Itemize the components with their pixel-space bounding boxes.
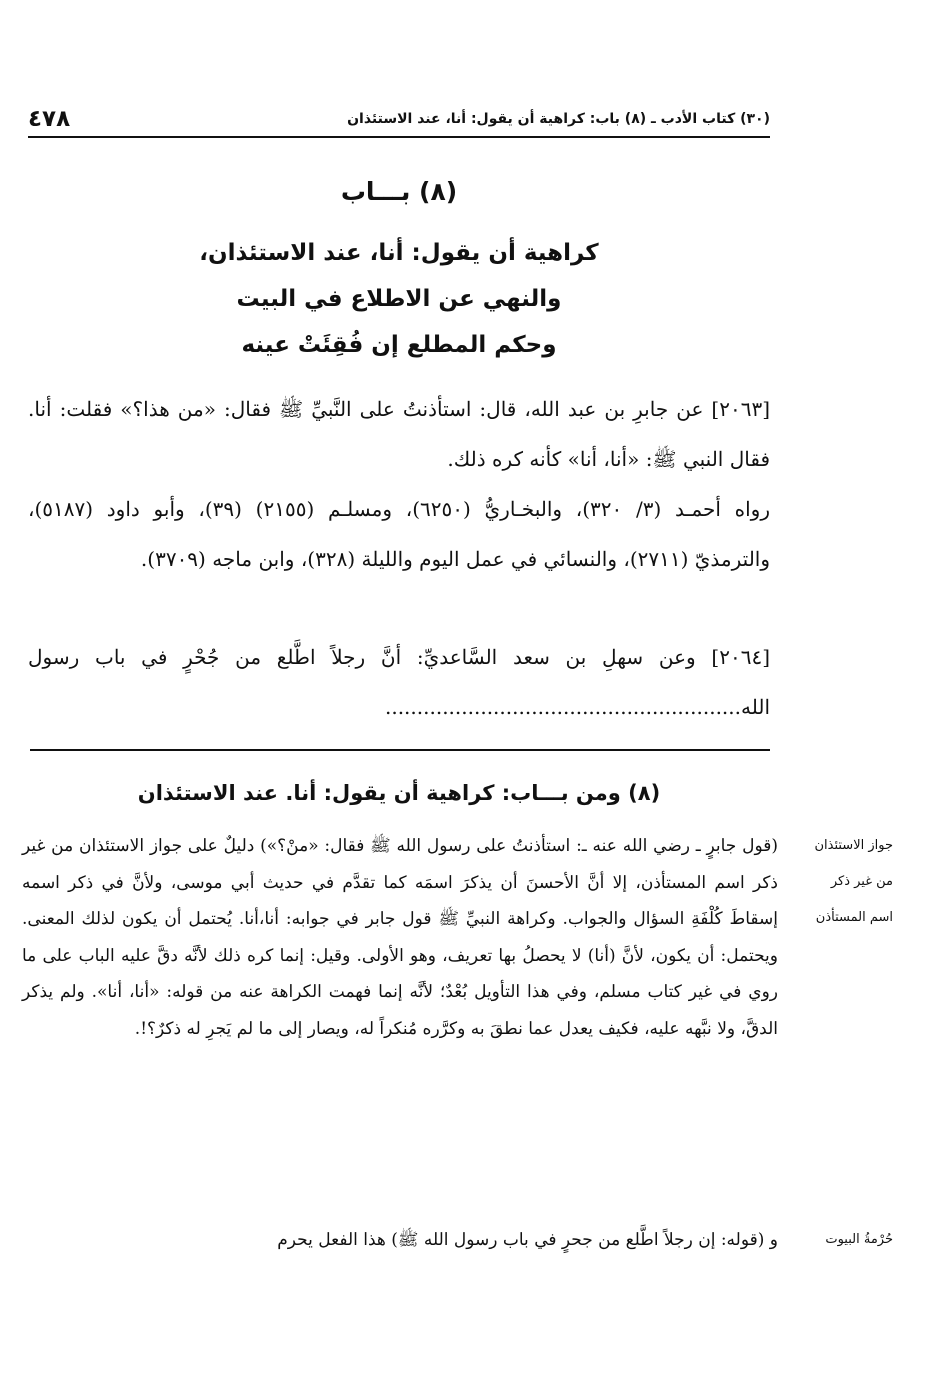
side-note-line-3: اسم المستأذن <box>815 910 893 925</box>
running-title: (٣٠) كتاب الأدب ـ (٨) باب: كراهية أن يقول: أنا، عند الاستئذان <box>347 111 770 127</box>
chapter-number: (٨) بـــاب <box>340 177 458 206</box>
header-rule <box>28 136 770 138</box>
hadith-2064 <box>28 632 770 732</box>
side-note-line-1: جواز الاستئذان <box>814 838 893 853</box>
chapter-title-line-1: كراهية أن يقول: أنا، عند الاستئذان، <box>199 240 599 266</box>
chapter-title-line-2: والنهي عن الاطلاع في البيت <box>236 286 562 312</box>
commentary-divider <box>30 749 770 751</box>
chapter-title-line-3: وحكم المطلع إن فُقِئَتْ عينه <box>241 332 557 358</box>
commentary-heading: (٨) ومن بـــاب: كراهية أن يقول: أنا. عند الاستئذان <box>137 781 661 805</box>
ellipsis-dots: ........................................................ <box>384 695 741 719</box>
commentary-paragraph-2: و (قوله: إن رجلاً اطَّلع من جحرٍ في باب رسول الله ﷺ) هذا الفعل يحرم <box>277 1230 778 1250</box>
hadith-2063: [٢٠٦٣] عن جابرِ بن عبد الله، قال: استأذنتُ على النَّبيِّ ﷺ فقال: «من هذا؟» فقلت: أنا. فقال النبي ﷺ: «أنا، أنا» كأنه كره ذلك. <box>28 397 770 471</box>
chapter-heading <box>28 170 770 370</box>
side-note-hurmat-al-buyut: حُرْمةُ البيوت <box>825 1232 893 1247</box>
page-number: ٤٧٨ <box>28 106 71 132</box>
side-note-istidhan <box>773 828 893 936</box>
hadith-2063-reference: رواه أحمـد (٣/ ٣٢٠)، والبخـاريُّ (٦٢٥٠)، ومسلـم (٢١٥٥) (٣٩)، وأبو داود (٥١٨٧)، والترمذيّ (٢٧١١)، والنسائي في عمل اليوم والليلة (٣٢٨)، وابن ماجه (٣٧٠٩). <box>28 497 770 571</box>
hadith-2064-text: [٢٠٦٤] وعن سهلِ بن سعد السَّاعديِّ: أنَّ رجلاً اطَّلع من جُحْرٍ في باب رسول الله <box>28 645 770 719</box>
side-note-line-2: من غير ذكر <box>830 874 893 889</box>
running-head <box>28 104 770 134</box>
commentary-paragraph-1: (قول جابرٍ ـ رضي الله عنه ـ: استأذنتُ على رسول الله ﷺ فقال: «منْ؟») دليلٌ على جواز الاستئذان من غير ذكر اسم المستأذن، إلا أنَّ الأحسنَ أن يذكرَ اسمَه كما تقدَّم في حديث أبي موسى، ولأنَّ في ذكر اسمه إسقاطَ كُلْفَةِ السؤال والجواب. وكراهة النبيِّ ﷺ قول جابر في جوابه: أنا،أنا. يُحتمل أن يكون لذلك المعنى. ويحتمل: أن يكون، لأنَّ (أنا) لا يحصلُ بها تعريف، وهو الأولى. وقيل: إنما كره ذلك لأنَّه دقَّ عليه الباب على ما روي في غير كتاب مسلم، وفي هذا التأويل بُعْدٌ؛ لأنَّه إنما فهمت الكراهة عنه من قوله: «أنا، أنا». ولم يذكر الدقَّ، ولا نبَّهه عليه، فكيف يعدل عما نطقَ به وكرَّره مُنكراً له، ويصار إلى ما لم يَجرِ له ذكرٌ؟!. <box>22 836 778 1039</box>
